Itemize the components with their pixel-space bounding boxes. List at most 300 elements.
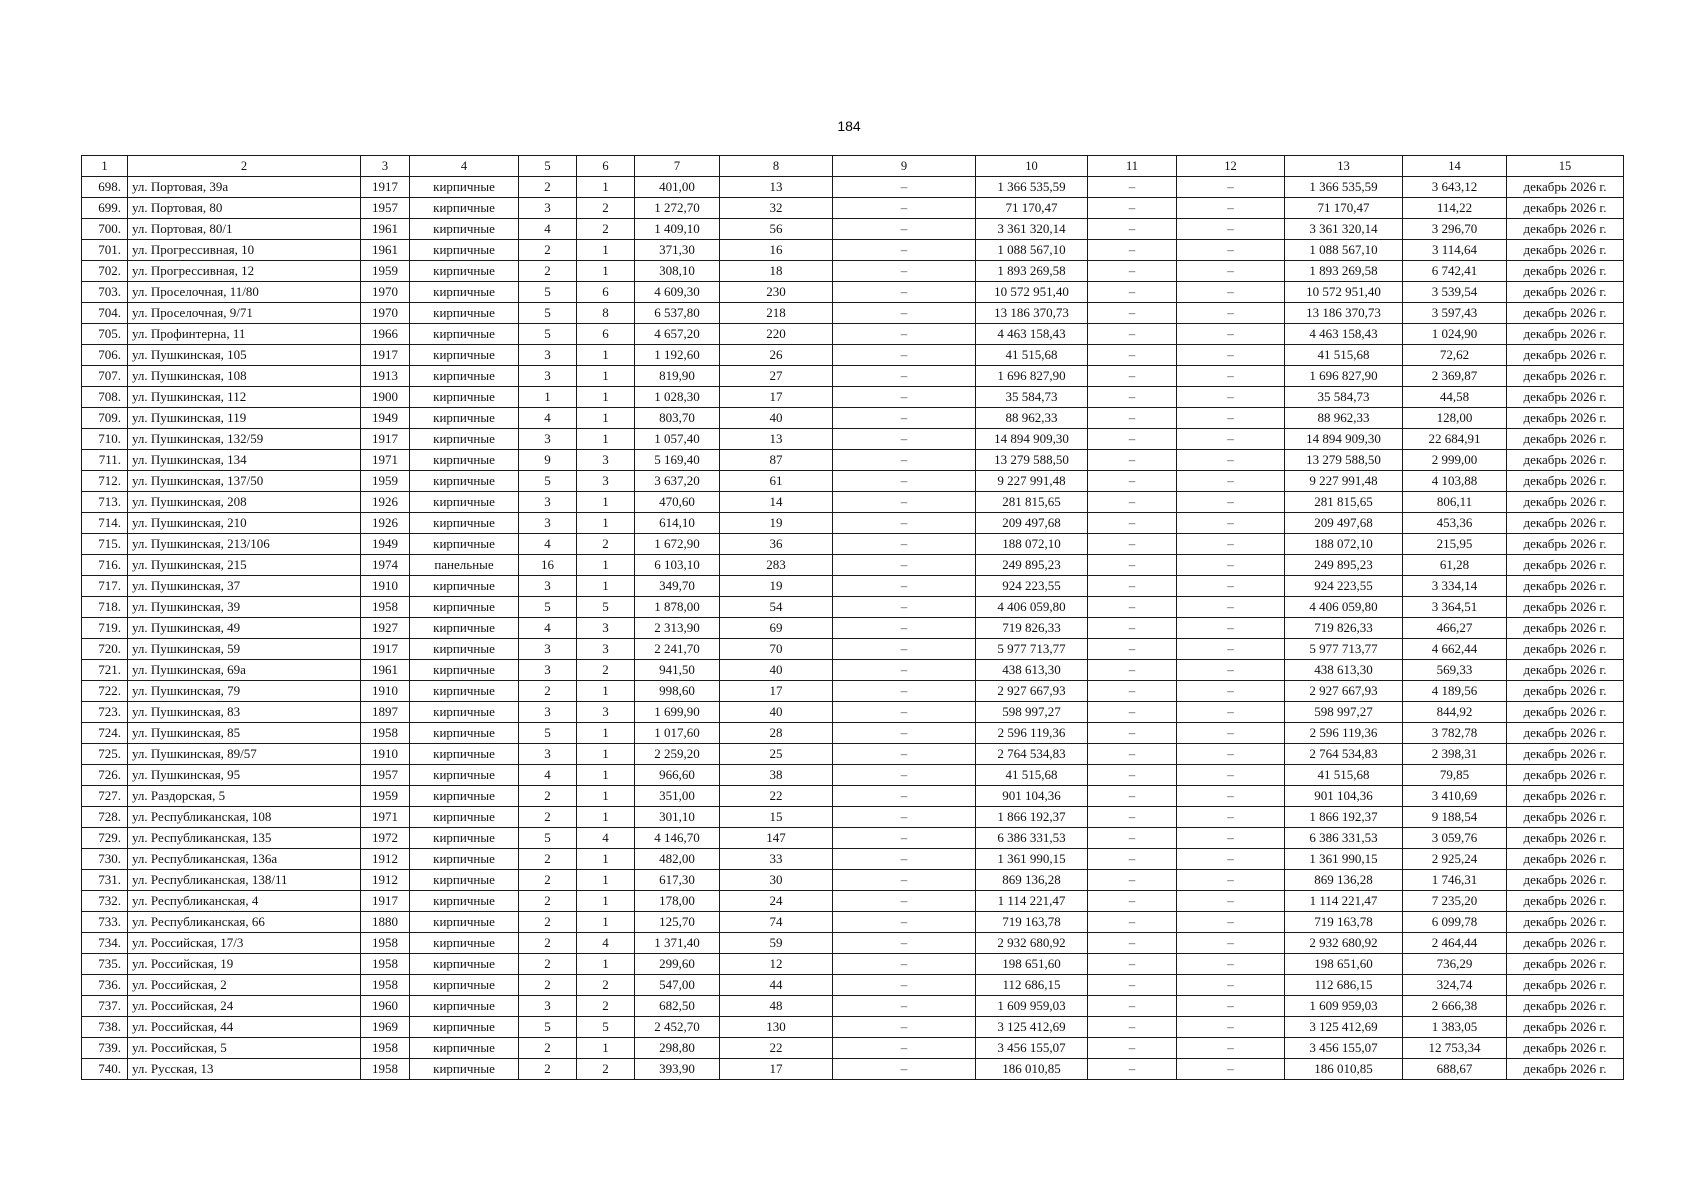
floors-cell: 3 bbox=[519, 345, 577, 366]
column-header-8: 8 bbox=[720, 156, 833, 177]
row-number-cell: 723. bbox=[82, 702, 128, 723]
cost-total-cell: 438 613,30 bbox=[976, 660, 1088, 681]
col-9-cell: – bbox=[833, 1038, 976, 1059]
total-area-cell: 6 537,80 bbox=[635, 303, 720, 324]
col-11-cell: – bbox=[1088, 555, 1177, 576]
address-cell: ул. Российская, 17/3 bbox=[128, 933, 361, 954]
col-11-cell: – bbox=[1088, 261, 1177, 282]
row-number-cell: 729. bbox=[82, 828, 128, 849]
cost-fund-cell: 186 010,85 bbox=[1285, 1059, 1403, 1080]
col-9-cell: – bbox=[833, 954, 976, 975]
address-cell: ул. Пушкинская, 59 bbox=[128, 639, 361, 660]
col-11-cell: – bbox=[1088, 681, 1177, 702]
col-12-cell: – bbox=[1177, 765, 1285, 786]
col-11-cell: – bbox=[1088, 891, 1177, 912]
year-built-cell: 1959 bbox=[361, 471, 410, 492]
cost-total-cell: 281 815,65 bbox=[976, 492, 1088, 513]
wall-material-cell: кирпичные bbox=[410, 639, 519, 660]
floors-cell: 3 bbox=[519, 996, 577, 1017]
floors-cell: 2 bbox=[519, 240, 577, 261]
total-area-cell: 5 169,40 bbox=[635, 450, 720, 471]
year-built-cell: 1966 bbox=[361, 324, 410, 345]
table-row bbox=[82, 765, 1624, 786]
entrances-cell: 1 bbox=[577, 576, 635, 597]
cost-total-cell: 2 764 534,83 bbox=[976, 744, 1088, 765]
wall-material-cell: кирпичные bbox=[410, 954, 519, 975]
residents-cell: 18 bbox=[720, 261, 833, 282]
total-area-cell: 178,00 bbox=[635, 891, 720, 912]
entrances-cell: 2 bbox=[577, 660, 635, 681]
year-built-cell: 1927 bbox=[361, 618, 410, 639]
cost-total-cell: 1 893 269,58 bbox=[976, 261, 1088, 282]
completion-date-cell: декабрь 2026 г. bbox=[1507, 492, 1624, 513]
floors-cell: 2 bbox=[519, 933, 577, 954]
completion-date-cell: декабрь 2026 г. bbox=[1507, 366, 1624, 387]
floors-cell: 2 bbox=[519, 786, 577, 807]
col-11-cell: – bbox=[1088, 786, 1177, 807]
table-row bbox=[82, 261, 1624, 282]
cost-fund-cell: 3 361 320,14 bbox=[1285, 219, 1403, 240]
cost-per-sqm-cell: 3 334,14 bbox=[1403, 576, 1507, 597]
row-number-cell: 724. bbox=[82, 723, 128, 744]
col-12-cell: – bbox=[1177, 345, 1285, 366]
residents-cell: 74 bbox=[720, 912, 833, 933]
entrances-cell: 1 bbox=[577, 744, 635, 765]
residents-cell: 38 bbox=[720, 765, 833, 786]
col-11-cell: – bbox=[1088, 618, 1177, 639]
col-9-cell: – bbox=[833, 324, 976, 345]
cost-per-sqm-cell: 114,22 bbox=[1403, 198, 1507, 219]
year-built-cell: 1949 bbox=[361, 408, 410, 429]
cost-total-cell: 209 497,68 bbox=[976, 513, 1088, 534]
residents-cell: 36 bbox=[720, 534, 833, 555]
col-9-cell: – bbox=[833, 744, 976, 765]
col-11-cell: – bbox=[1088, 345, 1177, 366]
address-cell: ул. Пушкинская, 210 bbox=[128, 513, 361, 534]
residents-cell: 19 bbox=[720, 513, 833, 534]
wall-material-cell: кирпичные bbox=[410, 261, 519, 282]
cost-per-sqm-cell: 79,85 bbox=[1403, 765, 1507, 786]
year-built-cell: 1910 bbox=[361, 576, 410, 597]
cost-per-sqm-cell: 3 643,12 bbox=[1403, 177, 1507, 198]
year-built-cell: 1912 bbox=[361, 849, 410, 870]
row-number-cell: 707. bbox=[82, 366, 128, 387]
col-11-cell: – bbox=[1088, 702, 1177, 723]
cost-total-cell: 1 088 567,10 bbox=[976, 240, 1088, 261]
col-9-cell: – bbox=[833, 639, 976, 660]
table-row bbox=[82, 660, 1624, 681]
cost-fund-cell: 1 866 192,37 bbox=[1285, 807, 1403, 828]
total-area-cell: 351,00 bbox=[635, 786, 720, 807]
residents-cell: 40 bbox=[720, 660, 833, 681]
completion-date-cell: декабрь 2026 г. bbox=[1507, 828, 1624, 849]
column-header-3: 3 bbox=[361, 156, 410, 177]
col-9-cell: – bbox=[833, 933, 976, 954]
residents-cell: 69 bbox=[720, 618, 833, 639]
address-cell: ул. Пушкинская, 37 bbox=[128, 576, 361, 597]
cost-fund-cell: 188 072,10 bbox=[1285, 534, 1403, 555]
col-12-cell: – bbox=[1177, 198, 1285, 219]
table-row bbox=[82, 534, 1624, 555]
total-area-cell: 401,00 bbox=[635, 177, 720, 198]
entrances-cell: 1 bbox=[577, 807, 635, 828]
table-row bbox=[82, 387, 1624, 408]
row-number-cell: 722. bbox=[82, 681, 128, 702]
col-9-cell: – bbox=[833, 681, 976, 702]
floors-cell: 1 bbox=[519, 387, 577, 408]
year-built-cell: 1958 bbox=[361, 723, 410, 744]
row-number-cell: 699. bbox=[82, 198, 128, 219]
wall-material-cell: кирпичные bbox=[410, 366, 519, 387]
col-9-cell: – bbox=[833, 555, 976, 576]
completion-date-cell: декабрь 2026 г. bbox=[1507, 219, 1624, 240]
completion-date-cell: декабрь 2026 г. bbox=[1507, 744, 1624, 765]
column-header-7: 7 bbox=[635, 156, 720, 177]
completion-date-cell: декабрь 2026 г. bbox=[1507, 618, 1624, 639]
wall-material-cell: кирпичные bbox=[410, 849, 519, 870]
address-cell: ул. Прогрессивная, 10 bbox=[128, 240, 361, 261]
cost-per-sqm-cell: 215,95 bbox=[1403, 534, 1507, 555]
col-11-cell: – bbox=[1088, 1017, 1177, 1038]
year-built-cell: 1961 bbox=[361, 219, 410, 240]
total-area-cell: 803,70 bbox=[635, 408, 720, 429]
cost-total-cell: 14 894 909,30 bbox=[976, 429, 1088, 450]
cost-total-cell: 41 515,68 bbox=[976, 765, 1088, 786]
residents-cell: 16 bbox=[720, 240, 833, 261]
row-number-cell: 704. bbox=[82, 303, 128, 324]
total-area-cell: 308,10 bbox=[635, 261, 720, 282]
year-built-cell: 1971 bbox=[361, 807, 410, 828]
col-12-cell: – bbox=[1177, 429, 1285, 450]
address-cell: ул. Раздорская, 5 bbox=[128, 786, 361, 807]
entrances-cell: 1 bbox=[577, 366, 635, 387]
floors-cell: 4 bbox=[519, 765, 577, 786]
cost-fund-cell: 88 962,33 bbox=[1285, 408, 1403, 429]
year-built-cell: 1917 bbox=[361, 639, 410, 660]
cost-total-cell: 924 223,55 bbox=[976, 576, 1088, 597]
residents-cell: 17 bbox=[720, 681, 833, 702]
col-11-cell: – bbox=[1088, 765, 1177, 786]
cost-fund-cell: 1 366 535,59 bbox=[1285, 177, 1403, 198]
cost-per-sqm-cell: 9 188,54 bbox=[1403, 807, 1507, 828]
entrances-cell: 4 bbox=[577, 828, 635, 849]
total-area-cell: 3 637,20 bbox=[635, 471, 720, 492]
completion-date-cell: декабрь 2026 г. bbox=[1507, 933, 1624, 954]
column-header-1: 1 bbox=[82, 156, 128, 177]
entrances-cell: 1 bbox=[577, 387, 635, 408]
table-row bbox=[82, 891, 1624, 912]
wall-material-cell: кирпичные bbox=[410, 450, 519, 471]
cost-per-sqm-cell: 3 410,69 bbox=[1403, 786, 1507, 807]
cost-fund-cell: 9 227 991,48 bbox=[1285, 471, 1403, 492]
row-number-cell: 700. bbox=[82, 219, 128, 240]
cost-total-cell: 41 515,68 bbox=[976, 345, 1088, 366]
residents-cell: 14 bbox=[720, 492, 833, 513]
address-cell: ул. Пушкинская, 215 bbox=[128, 555, 361, 576]
wall-material-cell: кирпичные bbox=[410, 471, 519, 492]
cost-per-sqm-cell: 3 296,70 bbox=[1403, 219, 1507, 240]
wall-material-cell: кирпичные bbox=[410, 198, 519, 219]
wall-material-cell: кирпичные bbox=[410, 345, 519, 366]
row-number-cell: 709. bbox=[82, 408, 128, 429]
address-cell: ул. Республиканская, 4 bbox=[128, 891, 361, 912]
address-cell: ул. Пушкинская, 132/59 bbox=[128, 429, 361, 450]
cost-fund-cell: 1 696 827,90 bbox=[1285, 366, 1403, 387]
residents-cell: 59 bbox=[720, 933, 833, 954]
col-9-cell: – bbox=[833, 765, 976, 786]
col-12-cell: – bbox=[1177, 1059, 1285, 1080]
entrances-cell: 2 bbox=[577, 534, 635, 555]
cost-total-cell: 869 136,28 bbox=[976, 870, 1088, 891]
address-cell: ул. Портовая, 80 bbox=[128, 198, 361, 219]
row-number-cell: 710. bbox=[82, 429, 128, 450]
cost-fund-cell: 6 386 331,53 bbox=[1285, 828, 1403, 849]
table-row bbox=[82, 471, 1624, 492]
year-built-cell: 1972 bbox=[361, 828, 410, 849]
wall-material-cell: кирпичные bbox=[410, 534, 519, 555]
column-header-12: 12 bbox=[1177, 156, 1285, 177]
cost-per-sqm-cell: 4 662,44 bbox=[1403, 639, 1507, 660]
col-12-cell: – bbox=[1177, 597, 1285, 618]
cost-total-cell: 2 596 119,36 bbox=[976, 723, 1088, 744]
floors-cell: 4 bbox=[519, 534, 577, 555]
col-12-cell: – bbox=[1177, 492, 1285, 513]
completion-date-cell: декабрь 2026 г. bbox=[1507, 303, 1624, 324]
row-number-cell: 725. bbox=[82, 744, 128, 765]
floors-cell: 2 bbox=[519, 807, 577, 828]
wall-material-cell: кирпичные bbox=[410, 303, 519, 324]
cost-total-cell: 1 361 990,15 bbox=[976, 849, 1088, 870]
entrances-cell: 3 bbox=[577, 450, 635, 471]
floors-cell: 3 bbox=[519, 702, 577, 723]
wall-material-cell: кирпичные bbox=[410, 324, 519, 345]
residents-cell: 40 bbox=[720, 702, 833, 723]
year-built-cell: 1900 bbox=[361, 387, 410, 408]
total-area-cell: 1 699,90 bbox=[635, 702, 720, 723]
cost-per-sqm-cell: 2 464,44 bbox=[1403, 933, 1507, 954]
col-11-cell: – bbox=[1088, 576, 1177, 597]
total-area-cell: 819,90 bbox=[635, 366, 720, 387]
col-9-cell: – bbox=[833, 597, 976, 618]
completion-date-cell: декабрь 2026 г. bbox=[1507, 786, 1624, 807]
row-number-cell: 731. bbox=[82, 870, 128, 891]
col-11-cell: – bbox=[1088, 870, 1177, 891]
col-11-cell: – bbox=[1088, 1059, 1177, 1080]
year-built-cell: 1970 bbox=[361, 303, 410, 324]
cost-per-sqm-cell: 61,28 bbox=[1403, 555, 1507, 576]
address-cell: ул. Пушкинская, 49 bbox=[128, 618, 361, 639]
completion-date-cell: декабрь 2026 г. bbox=[1507, 177, 1624, 198]
cost-total-cell: 598 997,27 bbox=[976, 702, 1088, 723]
cost-fund-cell: 1 893 269,58 bbox=[1285, 261, 1403, 282]
year-built-cell: 1958 bbox=[361, 1059, 410, 1080]
column-header-10: 10 bbox=[976, 156, 1088, 177]
total-area-cell: 1 272,70 bbox=[635, 198, 720, 219]
table-row bbox=[82, 828, 1624, 849]
year-built-cell: 1957 bbox=[361, 198, 410, 219]
cost-fund-cell: 924 223,55 bbox=[1285, 576, 1403, 597]
address-cell: ул. Республиканская, 138/11 bbox=[128, 870, 361, 891]
cost-total-cell: 2 927 667,93 bbox=[976, 681, 1088, 702]
cost-fund-cell: 719 826,33 bbox=[1285, 618, 1403, 639]
total-area-cell: 299,60 bbox=[635, 954, 720, 975]
year-built-cell: 1969 bbox=[361, 1017, 410, 1038]
address-cell: ул. Пушкинская, 208 bbox=[128, 492, 361, 513]
year-built-cell: 1958 bbox=[361, 954, 410, 975]
cost-per-sqm-cell: 44,58 bbox=[1403, 387, 1507, 408]
cost-fund-cell: 598 997,27 bbox=[1285, 702, 1403, 723]
completion-date-cell: декабрь 2026 г. bbox=[1507, 1017, 1624, 1038]
cost-fund-cell: 2 764 534,83 bbox=[1285, 744, 1403, 765]
cost-per-sqm-cell: 2 666,38 bbox=[1403, 996, 1507, 1017]
total-area-cell: 6 103,10 bbox=[635, 555, 720, 576]
total-area-cell: 998,60 bbox=[635, 681, 720, 702]
col-12-cell: – bbox=[1177, 660, 1285, 681]
row-number-cell: 730. bbox=[82, 849, 128, 870]
year-built-cell: 1917 bbox=[361, 429, 410, 450]
cost-total-cell: 186 010,85 bbox=[976, 1059, 1088, 1080]
table-row bbox=[82, 177, 1624, 198]
col-9-cell: – bbox=[833, 261, 976, 282]
address-cell: ул. Российская, 19 bbox=[128, 954, 361, 975]
table-body bbox=[82, 156, 1624, 1080]
col-9-cell: – bbox=[833, 429, 976, 450]
table-row bbox=[82, 513, 1624, 534]
completion-date-cell: декабрь 2026 г. bbox=[1507, 471, 1624, 492]
entrances-cell: 3 bbox=[577, 702, 635, 723]
wall-material-cell: кирпичные bbox=[410, 933, 519, 954]
year-built-cell: 1961 bbox=[361, 660, 410, 681]
row-number-cell: 701. bbox=[82, 240, 128, 261]
row-number-cell: 735. bbox=[82, 954, 128, 975]
year-built-cell: 1949 bbox=[361, 534, 410, 555]
year-built-cell: 1959 bbox=[361, 786, 410, 807]
entrances-cell: 2 bbox=[577, 198, 635, 219]
col-12-cell: – bbox=[1177, 1038, 1285, 1059]
address-cell: ул. Портовая, 39а bbox=[128, 177, 361, 198]
total-area-cell: 470,60 bbox=[635, 492, 720, 513]
year-built-cell: 1960 bbox=[361, 996, 410, 1017]
completion-date-cell: декабрь 2026 г. bbox=[1507, 324, 1624, 345]
completion-date-cell: декабрь 2026 г. bbox=[1507, 387, 1624, 408]
col-11-cell: – bbox=[1088, 513, 1177, 534]
col-11-cell: – bbox=[1088, 597, 1177, 618]
row-number-cell: 698. bbox=[82, 177, 128, 198]
col-9-cell: – bbox=[833, 366, 976, 387]
col-11-cell: – bbox=[1088, 471, 1177, 492]
cost-fund-cell: 112 686,15 bbox=[1285, 975, 1403, 996]
table-row bbox=[82, 345, 1624, 366]
residents-cell: 33 bbox=[720, 849, 833, 870]
total-area-cell: 1 409,10 bbox=[635, 219, 720, 240]
cost-per-sqm-cell: 3 059,76 bbox=[1403, 828, 1507, 849]
wall-material-cell: кирпичные bbox=[410, 723, 519, 744]
row-number-cell: 732. bbox=[82, 891, 128, 912]
completion-date-cell: декабрь 2026 г. bbox=[1507, 408, 1624, 429]
completion-date-cell: декабрь 2026 г. bbox=[1507, 912, 1624, 933]
address-cell: ул. Республиканская, 66 bbox=[128, 912, 361, 933]
wall-material-cell: кирпичные bbox=[410, 975, 519, 996]
row-number-cell: 727. bbox=[82, 786, 128, 807]
col-11-cell: – bbox=[1088, 303, 1177, 324]
address-cell: ул. Республиканская, 108 bbox=[128, 807, 361, 828]
cost-per-sqm-cell: 4 103,88 bbox=[1403, 471, 1507, 492]
cost-per-sqm-cell: 806,11 bbox=[1403, 492, 1507, 513]
entrances-cell: 2 bbox=[577, 996, 635, 1017]
row-number-cell: 739. bbox=[82, 1038, 128, 1059]
col-9-cell: – bbox=[833, 828, 976, 849]
wall-material-cell: кирпичные bbox=[410, 891, 519, 912]
wall-material-cell: кирпичные bbox=[410, 1059, 519, 1080]
residents-cell: 48 bbox=[720, 996, 833, 1017]
address-cell: ул. Пушкинская, 134 bbox=[128, 450, 361, 471]
col-9-cell: – bbox=[833, 513, 976, 534]
table-row bbox=[82, 912, 1624, 933]
cost-fund-cell: 1 609 959,03 bbox=[1285, 996, 1403, 1017]
residents-cell: 26 bbox=[720, 345, 833, 366]
col-11-cell: – bbox=[1088, 408, 1177, 429]
col-11-cell: – bbox=[1088, 744, 1177, 765]
row-number-cell: 702. bbox=[82, 261, 128, 282]
year-built-cell: 1958 bbox=[361, 933, 410, 954]
entrances-cell: 1 bbox=[577, 408, 635, 429]
col-12-cell: – bbox=[1177, 534, 1285, 555]
table-row bbox=[82, 366, 1624, 387]
address-cell: ул. Пушкинская, 108 bbox=[128, 366, 361, 387]
cost-per-sqm-cell: 569,33 bbox=[1403, 660, 1507, 681]
cost-fund-cell: 41 515,68 bbox=[1285, 765, 1403, 786]
residents-cell: 13 bbox=[720, 177, 833, 198]
residents-cell: 56 bbox=[720, 219, 833, 240]
completion-date-cell: декабрь 2026 г. bbox=[1507, 975, 1624, 996]
col-9-cell: – bbox=[833, 870, 976, 891]
cost-per-sqm-cell: 324,74 bbox=[1403, 975, 1507, 996]
row-number-cell: 711. bbox=[82, 450, 128, 471]
entrances-cell: 1 bbox=[577, 429, 635, 450]
floors-cell: 3 bbox=[519, 198, 577, 219]
col-12-cell: – bbox=[1177, 975, 1285, 996]
row-number-cell: 712. bbox=[82, 471, 128, 492]
residents-cell: 24 bbox=[720, 891, 833, 912]
wall-material-cell: кирпичные bbox=[410, 597, 519, 618]
col-12-cell: – bbox=[1177, 261, 1285, 282]
table-row bbox=[82, 555, 1624, 576]
total-area-cell: 617,30 bbox=[635, 870, 720, 891]
residents-cell: 22 bbox=[720, 1038, 833, 1059]
total-area-cell: 371,30 bbox=[635, 240, 720, 261]
completion-date-cell: декабрь 2026 г. bbox=[1507, 534, 1624, 555]
cost-per-sqm-cell: 2 999,00 bbox=[1403, 450, 1507, 471]
address-cell: ул. Пушкинская, 85 bbox=[128, 723, 361, 744]
completion-date-cell: декабрь 2026 г. bbox=[1507, 1038, 1624, 1059]
col-9-cell: – bbox=[833, 786, 976, 807]
floors-cell: 3 bbox=[519, 513, 577, 534]
entrances-cell: 5 bbox=[577, 1017, 635, 1038]
completion-date-cell: декабрь 2026 г. bbox=[1507, 1059, 1624, 1080]
col-9-cell: – bbox=[833, 492, 976, 513]
cost-total-cell: 71 170,47 bbox=[976, 198, 1088, 219]
row-number-cell: 703. bbox=[82, 282, 128, 303]
completion-date-cell: декабрь 2026 г. bbox=[1507, 345, 1624, 366]
cost-fund-cell: 198 651,60 bbox=[1285, 954, 1403, 975]
cost-total-cell: 2 932 680,92 bbox=[976, 933, 1088, 954]
cost-total-cell: 719 163,78 bbox=[976, 912, 1088, 933]
completion-date-cell: декабрь 2026 г. bbox=[1507, 261, 1624, 282]
table-row bbox=[82, 996, 1624, 1017]
wall-material-cell: кирпичные bbox=[410, 492, 519, 513]
column-header-14: 14 bbox=[1403, 156, 1507, 177]
cost-per-sqm-cell: 2 925,24 bbox=[1403, 849, 1507, 870]
